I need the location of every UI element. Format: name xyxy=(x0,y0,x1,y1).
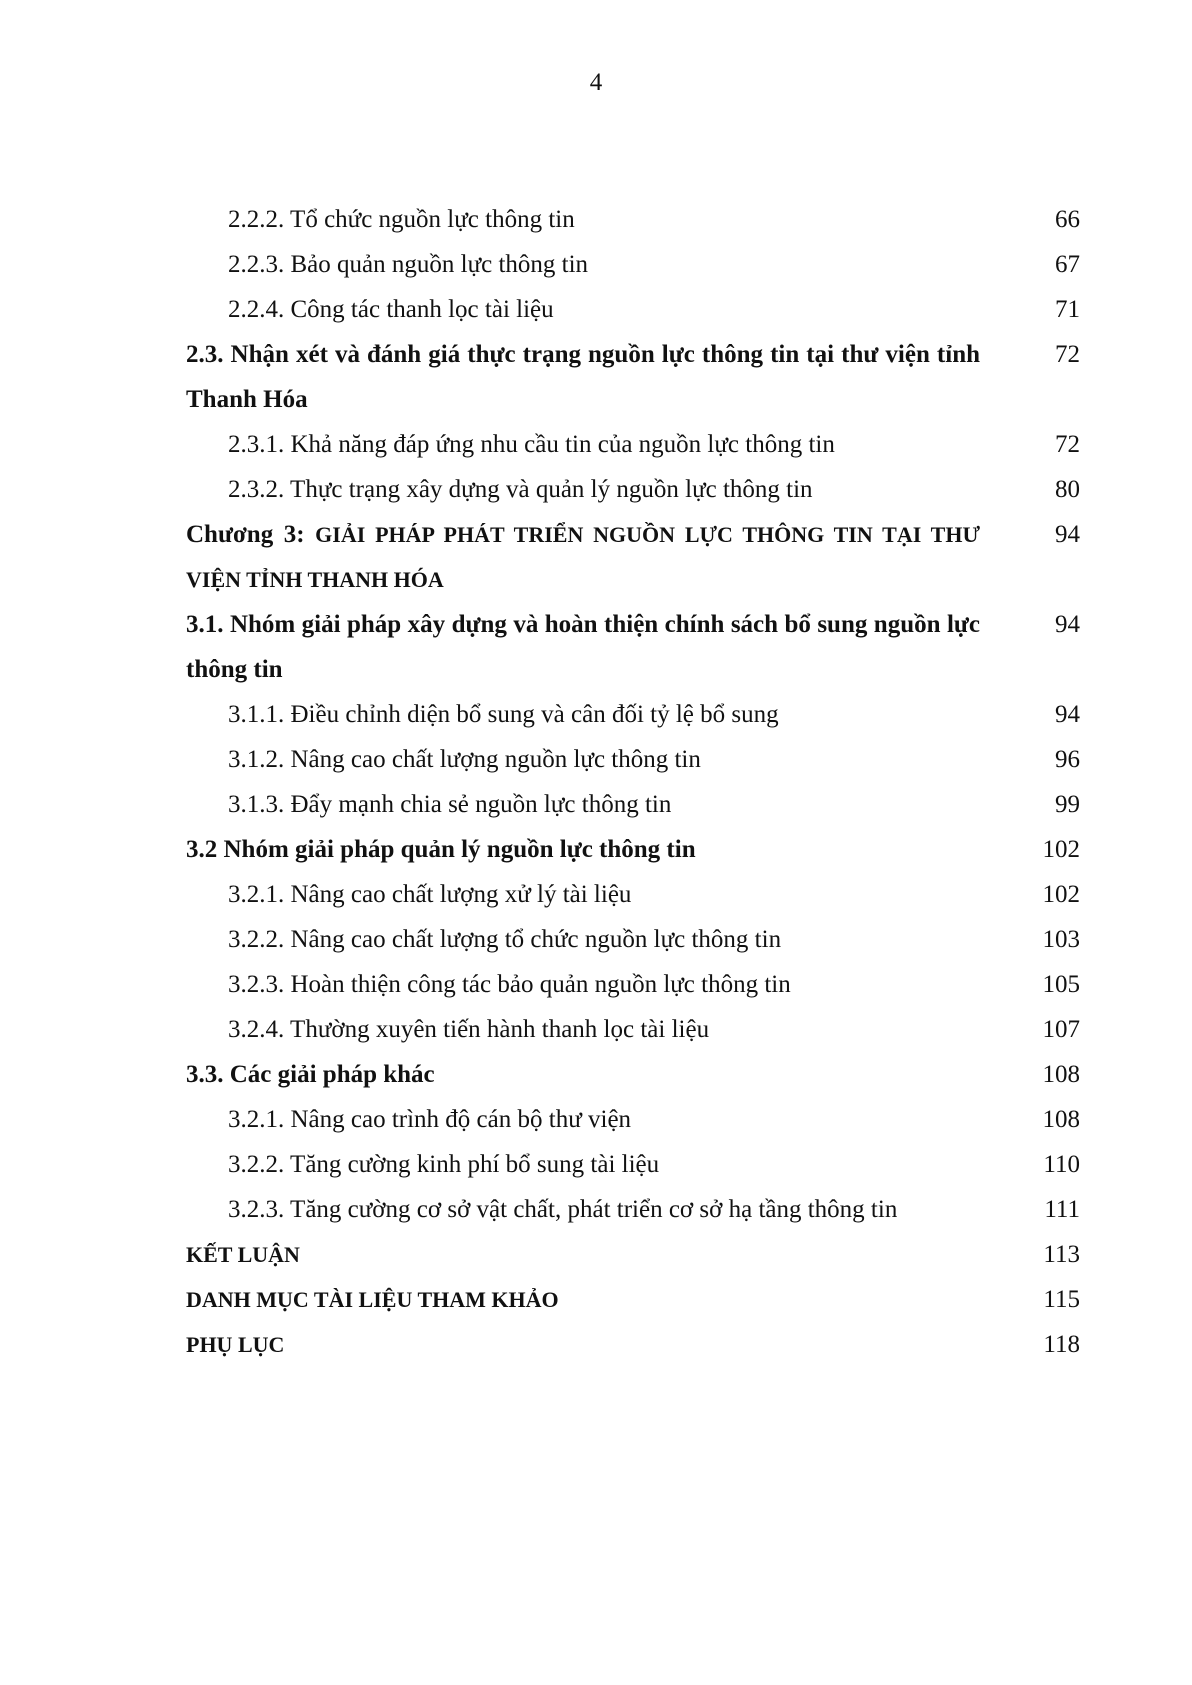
toc-entry-page: 80 xyxy=(1055,476,1080,503)
toc-entry-page: 105 xyxy=(1042,971,1080,998)
toc-entry xyxy=(186,917,1080,962)
toc-entry xyxy=(186,737,1080,782)
page-number: 4 xyxy=(589,69,603,96)
toc-entry-page: 94 xyxy=(1055,701,1080,728)
toc-entry xyxy=(186,1097,1080,1142)
toc-entry-page: 94 xyxy=(1055,611,1080,638)
toc-entry-title: 3.2.1. Nâng cao chất lượng xử lý tài liệu xyxy=(228,881,632,908)
toc-entry-title: 2.2.3. Bảo quản nguồn lực thông tin xyxy=(228,251,589,278)
toc-entry xyxy=(186,1007,1080,1052)
toc-entry-title: DANH MỤC TÀI LIỆU THAM KHẢO xyxy=(186,1287,559,1312)
toc-entry xyxy=(186,242,1080,287)
toc-entry-title: 3.1. Nhóm giải pháp xây dựng và hoàn thiện chính sách bổ sung nguồn lực thông tin xyxy=(186,611,980,683)
toc-entry-page: 99 xyxy=(1055,791,1080,818)
toc-entry-page: 72 xyxy=(1055,341,1080,368)
toc-entry-title: PHỤ LỤC xyxy=(186,1332,285,1357)
toc-entry-title: 3.1.2. Nâng cao chất lượng nguồn lực thông tin xyxy=(228,746,701,773)
toc-entry xyxy=(186,827,1080,872)
toc-entry-page: 66 xyxy=(1055,206,1080,233)
toc-entry-title xyxy=(186,512,1000,602)
toc-entry-title: 3.1.1. Điều chỉnh diện bổ sung và cân đối tỷ lệ bổ sung xyxy=(228,701,779,728)
toc-entry-title: 3.2.4. Thường xuyên tiến hành thanh lọc tài liệu xyxy=(228,1016,710,1043)
toc-entry-page: 102 xyxy=(1042,836,1080,863)
toc-entry-page: 111 xyxy=(1044,1196,1080,1223)
toc-entry xyxy=(186,602,1080,692)
toc-entry-page: 94 xyxy=(1055,521,1080,548)
table-of-contents xyxy=(186,197,1080,1367)
toc-entry-page: 115 xyxy=(1043,1286,1080,1313)
toc-entry-title: 2.3.1. Khả năng đáp ứng nhu cầu tin của nguồn lực thông tin xyxy=(228,431,835,458)
toc-entry-title: 3.2.1. Nâng cao trình độ cán bộ thư viện xyxy=(228,1106,632,1133)
toc-entry xyxy=(186,332,1080,422)
toc-entry-title: 3.3. Các giải pháp khác xyxy=(186,1061,435,1088)
chapter-title: GIẢI PHÁP PHÁT TRIỂN NGUỒN LỰC THÔNG TIN TẠI THƯ VIỆN TỈNH THANH HÓA xyxy=(186,522,980,592)
toc-entry-page: 102 xyxy=(1042,881,1080,908)
toc-entry xyxy=(186,692,1080,737)
toc-entry-title: 3.2 Nhóm giải pháp quản lý nguồn lực thông tin xyxy=(186,836,696,863)
toc-entry-title: 2.2.2. Tổ chức nguồn lực thông tin xyxy=(228,206,575,233)
toc-entry xyxy=(186,197,1080,242)
toc-entry-page: 108 xyxy=(1042,1106,1080,1133)
chapter-prefix: Chương 3: xyxy=(186,521,316,548)
toc-entry-title: 3.2.2. Nâng cao chất lượng tổ chức nguồn lực thông tin xyxy=(228,926,782,953)
toc-entry-page: 110 xyxy=(1043,1151,1080,1178)
toc-entry-title: KẾT LUẬN xyxy=(186,1242,300,1267)
toc-entry xyxy=(186,422,1080,467)
toc-entry xyxy=(186,1232,1080,1277)
toc-entry-title: 3.2.3. Hoàn thiện công tác bảo quản nguồn lực thông tin xyxy=(228,971,791,998)
toc-entry-page: 72 xyxy=(1055,431,1080,458)
toc-entry-page: 96 xyxy=(1055,746,1080,773)
toc-entry-page: 113 xyxy=(1043,1241,1080,1268)
toc-entry-title: 2.3.2. Thực trạng xây dựng và quản lý nguồn lực thông tin xyxy=(228,476,813,503)
toc-entry-title: 2.2.4. Công tác thanh lọc tài liệu xyxy=(228,296,554,323)
toc-entry-title: 3.2.2. Tăng cường kinh phí bổ sung tài liệu xyxy=(228,1151,660,1178)
toc-entry xyxy=(186,1142,1080,1187)
toc-entry xyxy=(186,962,1080,1007)
toc-entry xyxy=(186,287,1080,332)
toc-entry xyxy=(186,512,1080,602)
toc-entry-page: 71 xyxy=(1055,296,1080,323)
toc-entry-page: 67 xyxy=(1055,251,1080,278)
toc-entry-page: 107 xyxy=(1042,1016,1080,1043)
toc-entry xyxy=(186,1277,1080,1322)
toc-entry-title: 3.1.3. Đẩy mạnh chia sẻ nguồn lực thông tin xyxy=(228,791,672,818)
toc-entry-page: 103 xyxy=(1042,926,1080,953)
toc-entry xyxy=(186,872,1080,917)
toc-entry-title: 2.3. Nhận xét và đánh giá thực trạng nguồn lực thông tin tại thư viện tỉnh Thanh Hóa xyxy=(186,341,980,413)
toc-entry xyxy=(186,1052,1080,1097)
toc-entry xyxy=(186,1322,1080,1367)
toc-entry xyxy=(186,1187,1080,1232)
toc-entry xyxy=(186,782,1080,827)
toc-entry-page: 118 xyxy=(1043,1331,1080,1358)
toc-entry-page: 108 xyxy=(1042,1061,1080,1088)
toc-entry xyxy=(186,467,1080,512)
toc-entry-title: 3.2.3. Tăng cường cơ sở vật chất, phát triển cơ sở hạ tầng thông tin xyxy=(228,1196,898,1223)
